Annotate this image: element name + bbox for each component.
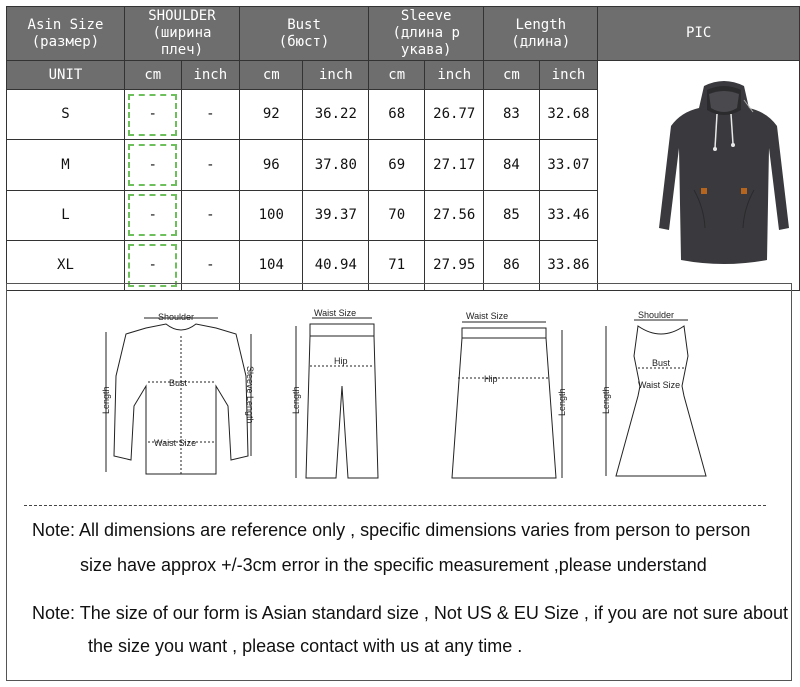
size-cell: S — [7, 90, 125, 140]
hoodie-dress-image — [649, 78, 799, 268]
dress-waist-label: Waist Size — [638, 380, 681, 390]
note-line-4: the size you want , please contact with us at any time . — [88, 636, 523, 656]
pic-header: PIC — [598, 7, 800, 61]
shoulder-inch-cell: - — [181, 90, 239, 140]
shirt-bust-label: Bust — [169, 378, 188, 388]
bust-cm-cell: 96 — [240, 140, 303, 190]
size-table — [6, 6, 800, 291]
bust-header: Bust (бюст) — [240, 7, 369, 61]
dress-shoulder-label: Shoulder — [638, 310, 675, 320]
unit-inch: inch — [303, 61, 369, 90]
sleeve-cm-cell: 71 — [369, 240, 425, 290]
shirt-diagram — [101, 312, 255, 474]
sleeve-header: Sleeve (длина р укава) — [369, 7, 484, 61]
dress-length-label: Length — [601, 386, 611, 414]
sleeve-inch-cell: 27.17 — [425, 140, 484, 190]
dress-diagram — [601, 310, 706, 476]
sleeve-cm-cell: 69 — [369, 140, 425, 190]
bust-cm-cell: 92 — [240, 90, 303, 140]
skirt-diagram — [452, 311, 567, 478]
bust-cm-cell: 104 — [240, 240, 303, 290]
length-cm-cell: 84 — [484, 140, 539, 190]
shoulder-inch-cell: - — [181, 190, 239, 240]
pants-diagram — [291, 308, 378, 478]
unit-inch: inch — [539, 61, 598, 90]
separator-line — [24, 505, 766, 506]
sleeve-inch-cell: 27.95 — [425, 240, 484, 290]
shoulder-header: SHOULDER (ширина плеч) — [124, 7, 239, 61]
size-cell: M — [7, 140, 125, 190]
size-cell: L — [7, 190, 125, 240]
length-cm-cell: 86 — [484, 240, 539, 290]
sleeve-cm-cell: 68 — [369, 90, 425, 140]
shirt-waist-label: Waist Size — [154, 438, 197, 448]
unit-inch: inch — [425, 61, 484, 90]
unit-cm: cm — [240, 61, 303, 90]
sleeve-cm-cell: 70 — [369, 190, 425, 240]
shirt-sleeve-label: Sleeve Length — [245, 366, 255, 424]
bust-inch-cell: 37.80 — [303, 140, 369, 190]
shoulder-cm-cell: - — [124, 190, 181, 240]
unit-label: UNIT — [7, 61, 125, 90]
skirt-length-label: Length — [557, 388, 567, 416]
skirt-hip-label: Hip — [484, 374, 498, 384]
pants-hip-label: Hip — [334, 356, 348, 366]
measurement-diagrams — [6, 286, 792, 506]
unit-inch: inch — [181, 61, 239, 90]
note-line-1: Note: All dimensions are reference only , specific dimensions varies from person to person — [32, 520, 751, 540]
dress-bust-label: Bust — [652, 358, 671, 368]
sleeve-inch-cell: 26.77 — [425, 90, 484, 140]
note-line-3: Note: The size of our form is Asian standard size , Not US & EU Size , if you are not sure about — [32, 603, 789, 623]
length-inch-cell: 33.46 — [539, 190, 598, 240]
shirt-shoulder-label: Shoulder — [158, 312, 195, 322]
shoulder-cm-cell: - — [124, 140, 181, 190]
unit-cm: cm — [484, 61, 539, 90]
bust-cm-cell: 100 — [240, 190, 303, 240]
length-header: Length (длина) — [484, 7, 598, 61]
length-inch-cell: 33.07 — [539, 140, 598, 190]
skirt-waist-label: Waist Size — [466, 311, 509, 321]
length-cm-cell: 83 — [484, 90, 539, 140]
length-inch-cell: 33.86 — [539, 240, 598, 290]
bust-inch-cell: 39.37 — [303, 190, 369, 240]
shoulder-cm-cell: - — [124, 240, 181, 290]
bust-inch-cell: 40.94 — [303, 240, 369, 290]
shoulder-inch-cell: - — [181, 140, 239, 190]
shirt-length-label: Length — [101, 386, 111, 414]
shoulder-inch-cell: - — [181, 240, 239, 290]
note-line-2: size have approx +/-3cm error in the specific measurement ,please understand — [80, 555, 707, 575]
unit-cm: cm — [369, 61, 425, 90]
sleeve-inch-cell: 27.56 — [425, 190, 484, 240]
length-cm-cell: 85 — [484, 190, 539, 240]
pants-length-label: Length — [291, 386, 301, 414]
size-cell: XL — [7, 240, 125, 290]
bust-inch-cell: 36.22 — [303, 90, 369, 140]
pants-waist-label: Waist Size — [314, 308, 357, 318]
size-header: Asin Size (размер) — [7, 7, 125, 61]
shoulder-cm-cell: - — [124, 90, 181, 140]
length-inch-cell: 32.68 — [539, 90, 598, 140]
unit-cm: cm — [124, 61, 181, 90]
product-photo — [598, 61, 800, 291]
